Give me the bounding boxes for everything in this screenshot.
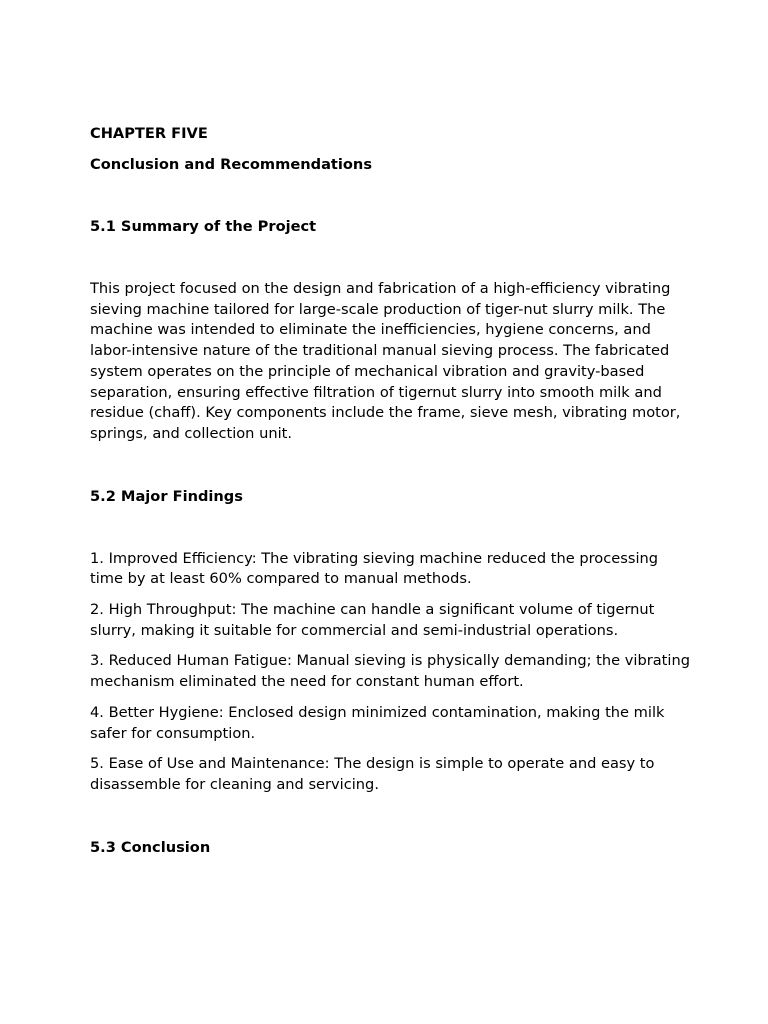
section-heading-conclusion: 5.3 Conclusion [90, 838, 211, 856]
finding-item: 5. Ease of Use and Maintenance: The design is simple to operate and easy to disassemble for cleaning and servicing. [90, 755, 655, 793]
document-content [90, 124, 690, 858]
finding-item: 4. Better Hygiene: Enclosed design minimized contamination, making the milk safer for consumption. [90, 703, 665, 742]
finding-item: 2. High Throughput: The machine can handle a significant volume of tigernut slurry, making it suitable for commercial and semi-industrial operations. [90, 601, 655, 639]
section-heading-summary: 5.1 Summary of the Project [90, 218, 317, 235]
summary-paragraph: This project focused on the design and fabrication of a high-efficiency vibrating sieving machine tailored for large-scale production of tiger-nut slurry milk. The machine was intended to eliminate the inefficiencies, hygiene concerns, and labor-intensive nature of the traditional manual sieving process. The fabricated system operates on the principle of mechanical vibration and gravity-based separation, ensuring effective filtration of tigernut slurry into smooth milk and residue (chaff). Key components include the frame, sieve mesh, vibrating motor, springs, and collection unit. [90, 280, 681, 442]
section-heading-findings: 5.2 Major Findings [90, 487, 243, 505]
finding-item: 3. Reduced Human Fatigue: Manual sieving is physically demanding; the vibrating mechanism eliminated the need for constant human effort. [90, 652, 690, 691]
chapter-label: CHAPTER FIVE [90, 125, 208, 142]
finding-item: 1. Improved Efficiency: The vibrating sieving machine reduced the processing time by at least 60% compared to manual methods. [90, 549, 659, 588]
chapter-title: Conclusion and Recommendations [90, 156, 373, 173]
findings-list [90, 549, 690, 796]
